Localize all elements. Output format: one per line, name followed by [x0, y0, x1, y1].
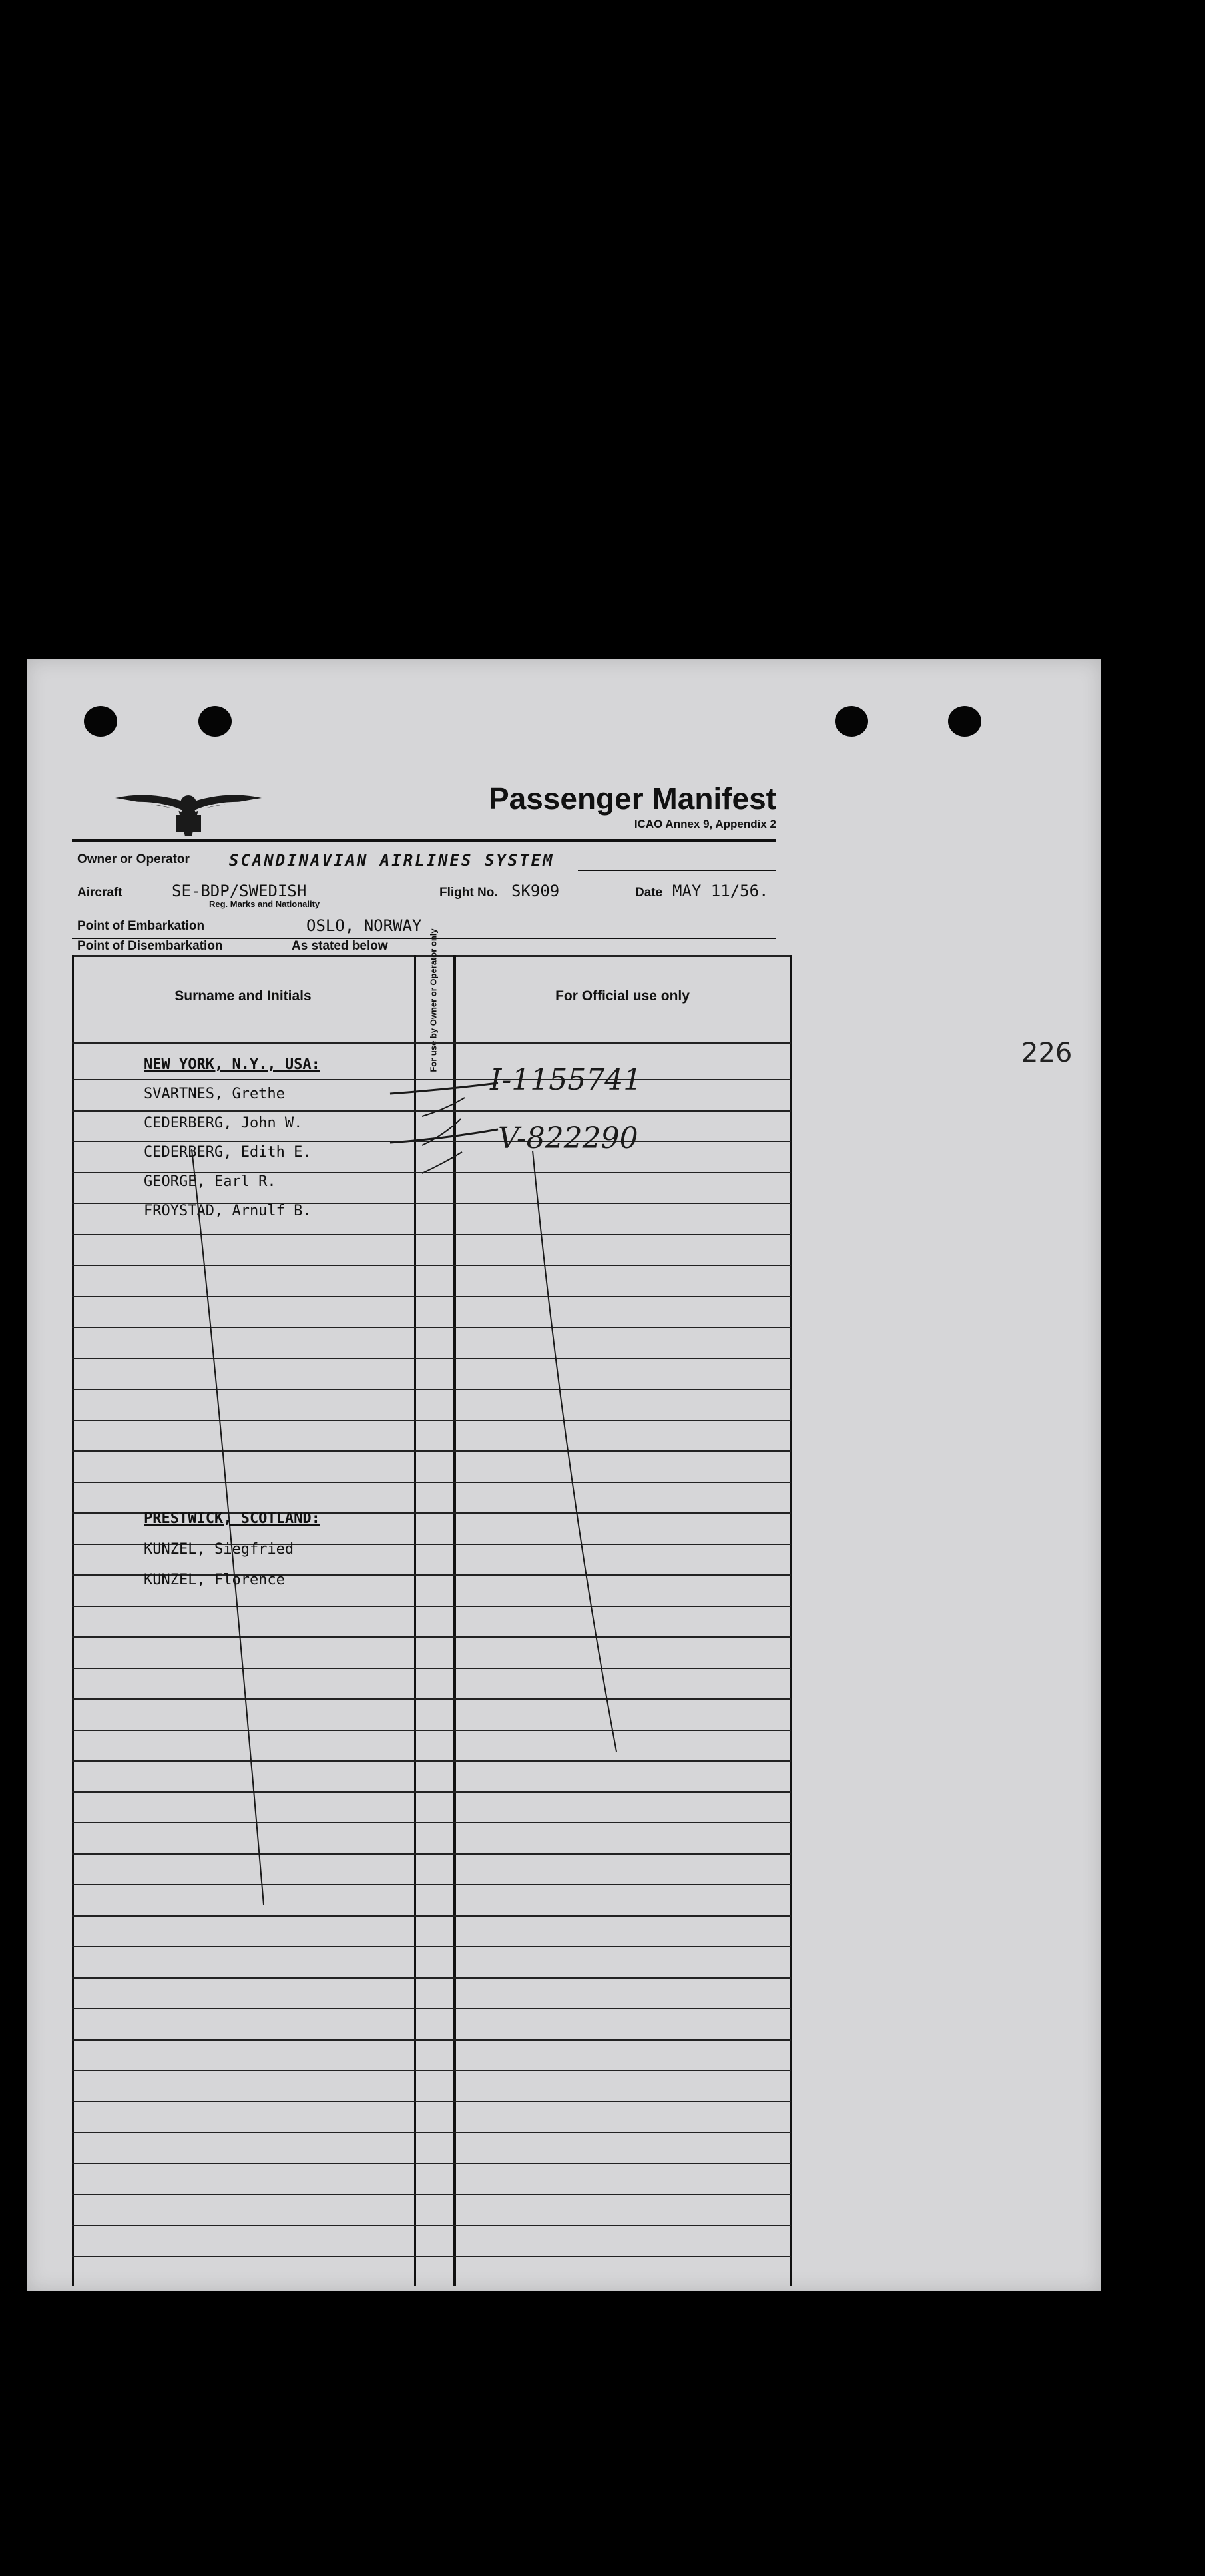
owner-label: Owner or Operator — [77, 852, 190, 866]
column-header-names: Surname and Initials — [174, 988, 312, 1004]
aircraft-row — [72, 880, 776, 909]
passenger-name: FROYSTAD, Arnulf B. — [144, 1203, 312, 1219]
column-header-operator-text: For use by Owner or Operator only — [429, 928, 439, 1072]
aircraft-label: Aircraft — [77, 886, 122, 900]
passenger-name: KUNZEL, Siegfried — [144, 1541, 294, 1558]
passenger-name: CEDERBERG, Edith E. — [144, 1144, 312, 1161]
embarkation-value: OSLO, NORWAY — [306, 916, 422, 935]
date-label: Date — [635, 886, 663, 900]
official-note: I-1155741 — [490, 1063, 642, 1097]
official-note: V-822290 — [498, 1122, 638, 1155]
form-subtitle: ICAO Annex 9, Appendix 2 — [634, 818, 776, 830]
manifest-form — [72, 774, 776, 2286]
embarkation-row — [72, 916, 776, 939]
date-value: MAY 11/56. — [672, 882, 769, 900]
aircraft-value: SE-BDP/SWEDISH — [172, 882, 307, 900]
owner-value: SCANDINAVIAN AIRLINES SYSTEM — [229, 851, 555, 870]
owner-row — [72, 848, 776, 871]
title-block — [489, 781, 776, 831]
disembarkation-label: Point of Disembarkation — [77, 939, 223, 953]
punch-hole — [84, 706, 117, 737]
destination-heading: NEW YORK, N.Y., USA: — [144, 1056, 320, 1073]
passenger-name: GEORGE, Earl R. — [144, 1173, 276, 1190]
page-number: 226 — [1021, 1038, 1073, 1068]
embarkation-label: Point of Embarkation — [77, 919, 205, 933]
owner-line — [578, 870, 776, 871]
destination-heading: PRESTWICK, SCOTLAND: — [144, 1510, 320, 1527]
aircraft-note: Reg. Marks and Nationality — [209, 899, 320, 909]
passenger-name: SVARTNES, Grethe — [144, 1086, 285, 1102]
flight-value: SK909 — [511, 882, 560, 900]
header-rule — [72, 839, 776, 842]
form-title: Passenger Manifest — [488, 781, 776, 816]
airline-logo — [112, 783, 265, 843]
disembarkation-value: As stated below — [292, 939, 388, 953]
punch-hole — [198, 706, 232, 737]
passenger-name: CEDERBERG, John W. — [144, 1115, 303, 1131]
punch-hole — [835, 706, 868, 737]
passenger-name: KUNZEL, Florence — [144, 1572, 285, 1588]
flight-label: Flight No. — [439, 886, 498, 900]
handwritten-marks — [72, 955, 791, 2286]
punch-hole — [948, 706, 981, 737]
manifest-sheet — [27, 659, 1101, 2291]
column-header-official: For Official use only — [555, 988, 690, 1004]
